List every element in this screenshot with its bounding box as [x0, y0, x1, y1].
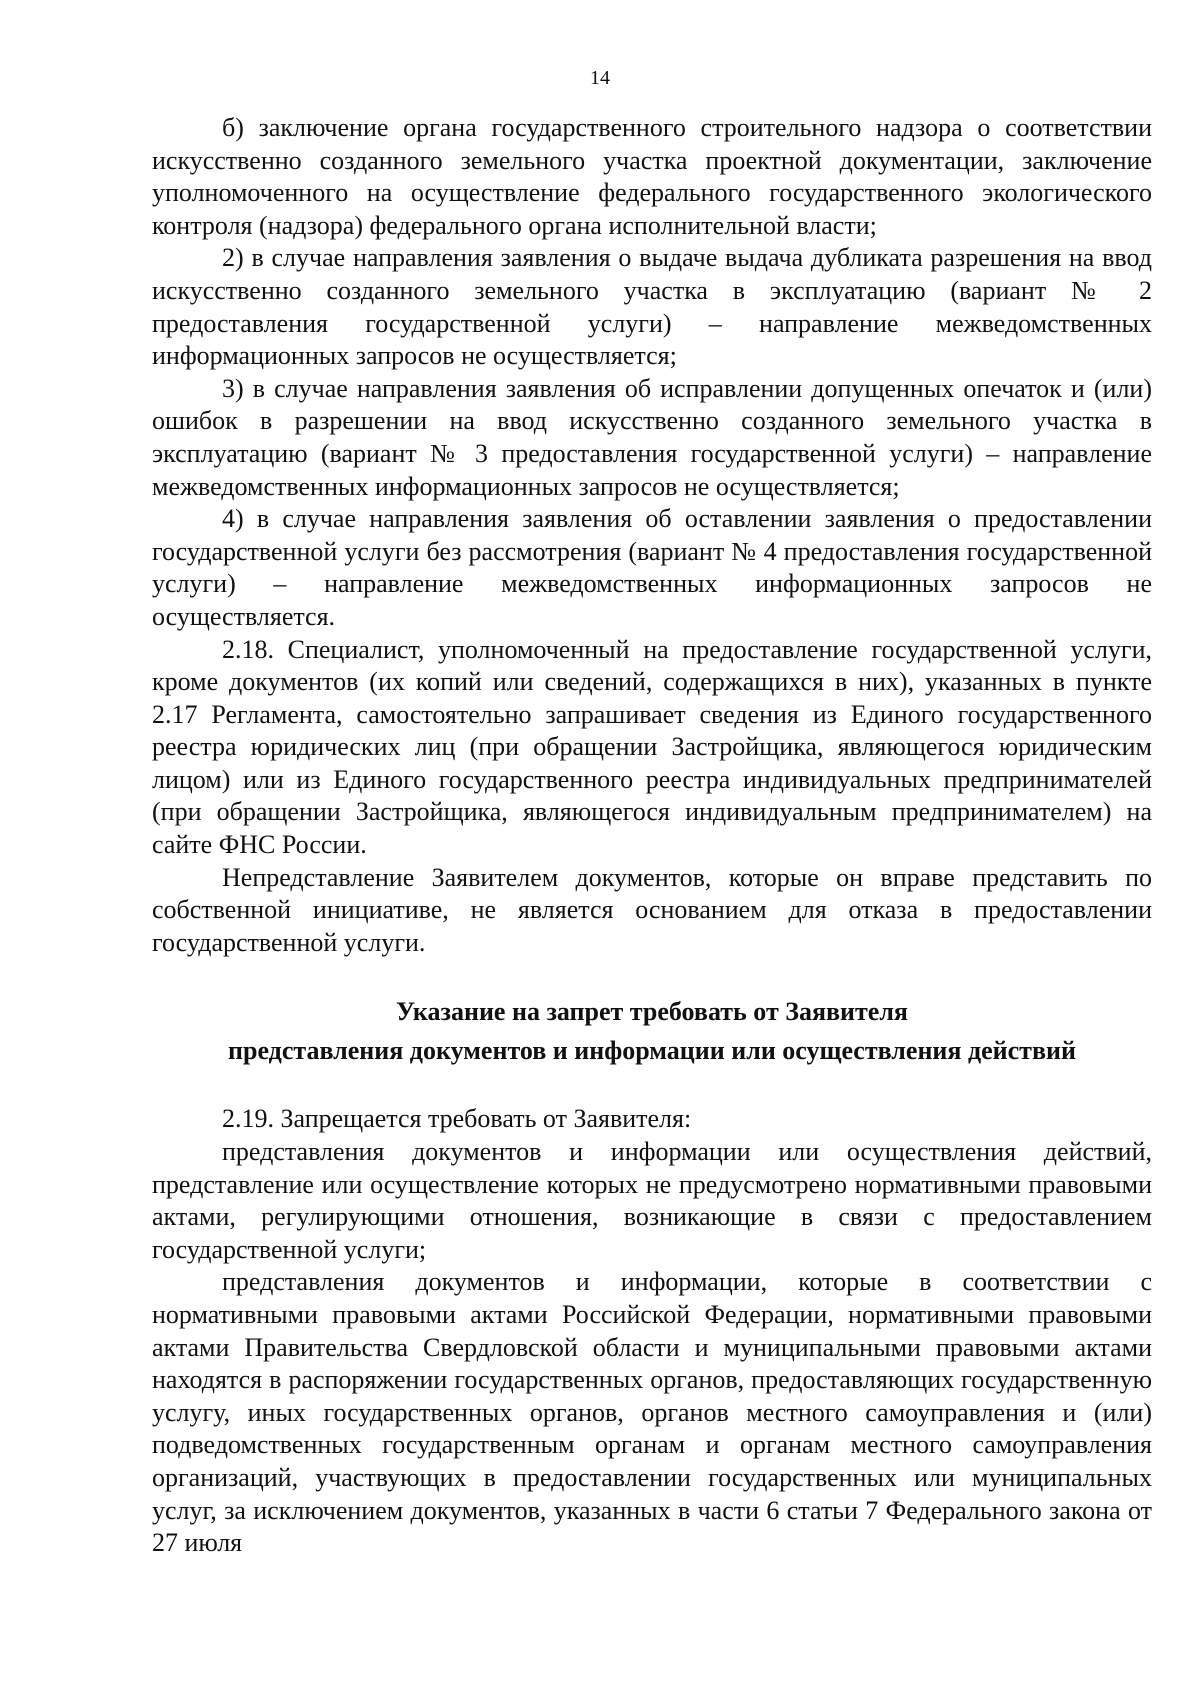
paragraph-prohibition-1: представления документов и информации или осуществления действий, представление или осуществление которых не предусмотрено нормативными правовыми актами, регулирующими отношения, возникающие в связи с предоставлением государственной услуги;	[152, 1137, 1152, 1264]
paragraph-prohibition-2: представления документов и информации, которые в соответствии с нормативными правовыми актами Российской Федерации, нормативными правовыми актами Правительства Свердловской области и муниципальными правовыми актами находятся в распоряжении государственных органов, предоставляющих государственную услугу, иных государственных органов, органов местного самоуправления и (или) подведомственных государственным органам и органам местного самоуправления организаций, участвующих в предоставлении государственных или муниципальных услуг, за исключением документов, указанных в части 6 статьи 7 Федерального закона от 27 июля	[152, 1267, 1152, 1558]
paragraph-2-19: 2.19. Запрещается требовать от Заявителя:	[222, 1104, 692, 1134]
page-number: 14	[590, 67, 610, 89]
paragraph-item-2: 2) в случае направления заявления о выдаче выдача дубликата разрешения на ввод искусственно созданного земельного участка в эксплуатацию (вариант № 2 предоставления государственной услуги) – направление межведомственных информационных запросов не осуществляется;	[152, 243, 1152, 371]
section-heading	[152, 992, 1152, 1070]
section-heading-line-2: представления документов и информации или осуществления действий	[228, 1036, 1076, 1066]
document-body	[152, 112, 1152, 1560]
section-heading-line-1: Указание на запрет требовать от Заявителя	[395, 997, 908, 1027]
paragraph-non-submission: Непредставление Заявителем документов, которые он вправе представить по собственной инициативе, не является основанием для отказа в предоставлении государственной услуги.	[152, 862, 1152, 957]
paragraph-item-3: 3) в случае направления заявления об исправлении допущенных опечаток и (или) ошибок в разрешении на ввод искусственно созданного земельного участка в эксплуатацию (вариант № 3 предоставления государственной услуги) – направление межведомственных информационных запросов не осуществляется;	[152, 373, 1152, 501]
paragraph-b-conclusion: б) заключение органа государственного строительного надзора о соответствии искусственно созданного земельного участка проектной документации, заключение уполномоченного на осуществление федерального государственного экологического контроля (надзора) федерального органа исполнительной власти;	[152, 113, 1152, 240]
paragraph-item-4: 4) в случае направления заявления об оставлении заявления о предоставлении государственной услуги без рассмотрения (вариант № 4 предоставления государственной услуги) – направление межведомственных информационных запросов не осуществляется.	[152, 504, 1152, 631]
paragraph-2-18: 2.18. Специалист, уполномоченный на предоставление государственной услуги, кроме документов (их копий или сведений, содержащихся в них), указанных в пункте 2.17 Регламента, самостоятельно запрашивает сведения из Единого государственного реестра юридических лиц (при обращении Застройщика, являющегося юридическим лицом) или из Единого государственного реестра индивидуальных предпринимателей (при обращении Застройщика, являющегося индивидуальным предпринимателем) на сайте ФНС России.	[152, 634, 1152, 860]
